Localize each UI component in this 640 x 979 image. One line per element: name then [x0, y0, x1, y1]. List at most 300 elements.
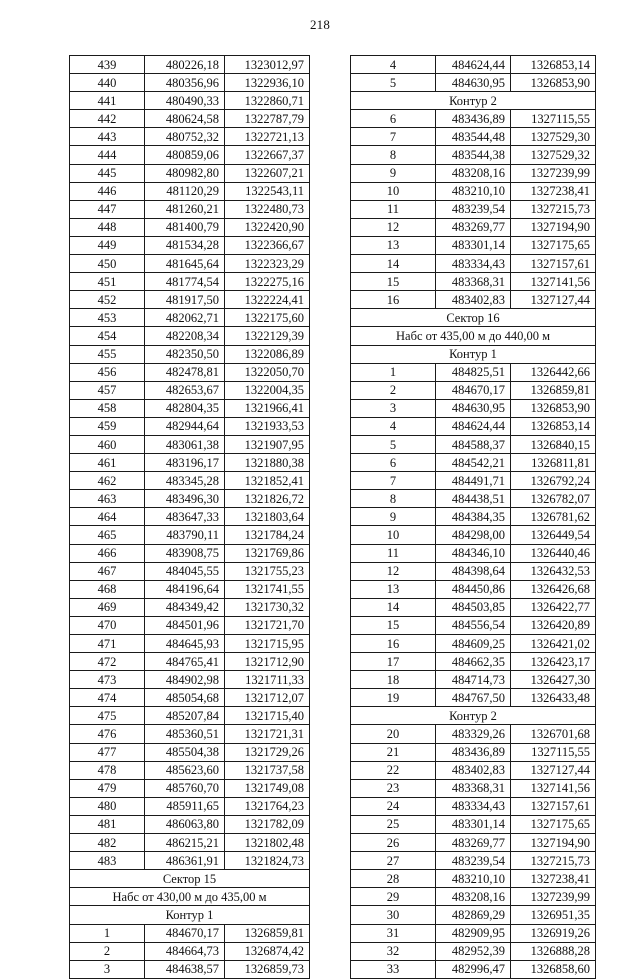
- y-coordinate-cell: 1326427,30: [511, 671, 596, 689]
- x-coordinate-cell: 485360,51: [145, 725, 225, 743]
- y-coordinate-cell: 1321741,55: [225, 580, 310, 598]
- x-coordinate-cell: 484450,86: [436, 580, 511, 598]
- y-coordinate-cell: 1326426,68: [511, 580, 596, 598]
- x-coordinate-cell: 484670,17: [436, 381, 511, 399]
- point-number-cell: 482: [70, 834, 145, 852]
- x-coordinate-cell: 485504,38: [145, 743, 225, 761]
- point-number-cell: 471: [70, 635, 145, 653]
- table-row: [351, 490, 596, 508]
- table-row: [70, 273, 310, 291]
- point-number-cell: 10: [351, 182, 436, 200]
- point-number-cell: 467: [70, 562, 145, 580]
- section-header: Контур 1: [70, 906, 310, 924]
- table-row: [70, 834, 310, 852]
- section-header-row: [351, 327, 596, 345]
- x-coordinate-cell: 482350,50: [145, 345, 225, 363]
- y-coordinate-cell: 1322667,37: [225, 146, 310, 164]
- point-number-cell: 462: [70, 472, 145, 490]
- y-coordinate-cell: 1322275,16: [225, 273, 310, 291]
- y-coordinate-cell: 1321852,41: [225, 472, 310, 490]
- table-row: [70, 200, 310, 218]
- y-coordinate-cell: 1321729,26: [225, 743, 310, 761]
- table-row: [70, 725, 310, 743]
- x-coordinate-cell: 480859,06: [145, 146, 225, 164]
- point-number-cell: 466: [70, 544, 145, 562]
- point-number-cell: 2: [70, 942, 145, 960]
- y-coordinate-cell: 1327127,44: [511, 291, 596, 309]
- table-row: [351, 363, 596, 381]
- table-row: [70, 508, 310, 526]
- y-coordinate-cell: 1321721,70: [225, 616, 310, 634]
- point-number-cell: 7: [351, 128, 436, 146]
- point-number-cell: 449: [70, 236, 145, 254]
- y-coordinate-cell: 1326449,54: [511, 526, 596, 544]
- x-coordinate-cell: 484503,85: [436, 598, 511, 616]
- table-row: [70, 815, 310, 833]
- point-number-cell: 9: [351, 508, 436, 526]
- x-coordinate-cell: 482208,34: [145, 327, 225, 345]
- y-coordinate-cell: 1321715,95: [225, 635, 310, 653]
- table-row: [351, 635, 596, 653]
- x-coordinate-cell: 482996,47: [436, 960, 511, 978]
- y-coordinate-cell: 1327529,32: [511, 146, 596, 164]
- point-number-cell: 480: [70, 797, 145, 815]
- point-number-cell: 32: [351, 942, 436, 960]
- point-number-cell: 23: [351, 779, 436, 797]
- point-number-cell: 13: [351, 236, 436, 254]
- point-number-cell: 7: [351, 472, 436, 490]
- x-coordinate-cell: 483647,33: [145, 508, 225, 526]
- y-coordinate-cell: 1326442,66: [511, 363, 596, 381]
- point-number-cell: 473: [70, 671, 145, 689]
- point-number-cell: 478: [70, 761, 145, 779]
- table-row: [70, 852, 310, 870]
- y-coordinate-cell: 1326858,60: [511, 960, 596, 978]
- point-number-cell: 4: [351, 417, 436, 435]
- table-row: [351, 671, 596, 689]
- x-coordinate-cell: 484664,73: [145, 942, 225, 960]
- y-coordinate-cell: 1321730,32: [225, 598, 310, 616]
- y-coordinate-cell: 1322366,67: [225, 236, 310, 254]
- y-coordinate-cell: 1327215,73: [511, 200, 596, 218]
- point-number-cell: 459: [70, 417, 145, 435]
- point-number-cell: 451: [70, 273, 145, 291]
- y-coordinate-cell: 1326432,53: [511, 562, 596, 580]
- table-row: [351, 56, 596, 74]
- table-row: [351, 598, 596, 616]
- x-coordinate-cell: 484346,10: [436, 544, 511, 562]
- point-number-cell: 10: [351, 526, 436, 544]
- point-number-cell: 463: [70, 490, 145, 508]
- x-coordinate-cell: 480226,18: [145, 56, 225, 74]
- table-row: [351, 815, 596, 833]
- y-coordinate-cell: 1327238,41: [511, 870, 596, 888]
- point-number-cell: 3: [351, 399, 436, 417]
- table-row: [351, 273, 596, 291]
- section-header: Набс от 430,00 м до 435,00 м: [70, 888, 310, 906]
- point-number-cell: 476: [70, 725, 145, 743]
- table-row: [70, 399, 310, 417]
- point-number-cell: 18: [351, 671, 436, 689]
- y-coordinate-cell: 1327157,61: [511, 255, 596, 273]
- table-row: [351, 924, 596, 942]
- x-coordinate-cell: 484398,64: [436, 562, 511, 580]
- table-row: [70, 616, 310, 634]
- point-number-cell: 12: [351, 218, 436, 236]
- table-row: [351, 743, 596, 761]
- table-row: [70, 128, 310, 146]
- x-coordinate-cell: 483496,30: [145, 490, 225, 508]
- point-number-cell: 1: [351, 363, 436, 381]
- point-number-cell: 461: [70, 454, 145, 472]
- x-coordinate-cell: 484624,44: [436, 56, 511, 74]
- y-coordinate-cell: 1322323,29: [225, 255, 310, 273]
- x-coordinate-cell: 484630,95: [436, 399, 511, 417]
- point-number-cell: 447: [70, 200, 145, 218]
- y-coordinate-cell: 1326840,15: [511, 435, 596, 453]
- x-coordinate-cell: 480982,80: [145, 164, 225, 182]
- point-number-cell: 26: [351, 834, 436, 852]
- y-coordinate-cell: 1326888,28: [511, 942, 596, 960]
- table-row: [70, 598, 310, 616]
- coordinates-table-left: [69, 55, 310, 979]
- section-header-row: [70, 888, 310, 906]
- point-number-cell: 475: [70, 707, 145, 725]
- table-row: [70, 417, 310, 435]
- y-coordinate-cell: 1327238,41: [511, 182, 596, 200]
- x-coordinate-cell: 484491,71: [436, 472, 511, 490]
- point-number-cell: 16: [351, 635, 436, 653]
- table-row: [351, 870, 596, 888]
- y-coordinate-cell: 1321907,95: [225, 435, 310, 453]
- point-number-cell: 15: [351, 616, 436, 634]
- point-number-cell: 457: [70, 381, 145, 399]
- y-coordinate-cell: 1327141,56: [511, 273, 596, 291]
- x-coordinate-cell: 483334,43: [436, 255, 511, 273]
- table-row: [70, 472, 310, 490]
- table-row: [70, 942, 310, 960]
- x-coordinate-cell: 484825,51: [436, 363, 511, 381]
- x-coordinate-cell: 483208,16: [436, 164, 511, 182]
- table-row: [351, 779, 596, 797]
- table-row: [351, 689, 596, 707]
- point-number-cell: 11: [351, 200, 436, 218]
- y-coordinate-cell: 1327157,61: [511, 797, 596, 815]
- y-coordinate-cell: 1326874,42: [225, 942, 310, 960]
- y-coordinate-cell: 1322004,35: [225, 381, 310, 399]
- x-coordinate-cell: 483790,11: [145, 526, 225, 544]
- y-coordinate-cell: 1327175,65: [511, 236, 596, 254]
- x-coordinate-cell: 484662,35: [436, 653, 511, 671]
- x-coordinate-cell: 484670,17: [145, 924, 225, 942]
- table-row: [351, 906, 596, 924]
- y-coordinate-cell: 1321711,33: [225, 671, 310, 689]
- table-row: [70, 309, 310, 327]
- table-row: [70, 291, 310, 309]
- x-coordinate-cell: 481534,28: [145, 236, 225, 254]
- point-number-cell: 29: [351, 888, 436, 906]
- x-coordinate-cell: 483436,89: [436, 110, 511, 128]
- x-coordinate-cell: 482653,67: [145, 381, 225, 399]
- point-number-cell: 477: [70, 743, 145, 761]
- point-number-cell: 1: [70, 924, 145, 942]
- x-coordinate-cell: 482909,95: [436, 924, 511, 942]
- table-row: [351, 544, 596, 562]
- point-number-cell: 443: [70, 128, 145, 146]
- coordinates-table-right: [350, 55, 596, 979]
- y-coordinate-cell: 1326433,48: [511, 689, 596, 707]
- point-number-cell: 5: [351, 435, 436, 453]
- point-number-cell: 448: [70, 218, 145, 236]
- x-coordinate-cell: 484298,00: [436, 526, 511, 544]
- point-number-cell: 479: [70, 779, 145, 797]
- x-coordinate-cell: 484624,44: [436, 417, 511, 435]
- point-number-cell: 446: [70, 182, 145, 200]
- point-number-cell: 13: [351, 580, 436, 598]
- y-coordinate-cell: 1326859,81: [225, 924, 310, 942]
- x-coordinate-cell: 481917,50: [145, 291, 225, 309]
- x-coordinate-cell: 483544,38: [436, 146, 511, 164]
- y-coordinate-cell: 1321769,86: [225, 544, 310, 562]
- y-coordinate-cell: 1322050,70: [225, 363, 310, 381]
- point-number-cell: 30: [351, 906, 436, 924]
- point-number-cell: 6: [351, 110, 436, 128]
- x-coordinate-cell: 483908,75: [145, 544, 225, 562]
- x-coordinate-cell: 482062,71: [145, 309, 225, 327]
- point-number-cell: 460: [70, 435, 145, 453]
- point-number-cell: 454: [70, 327, 145, 345]
- x-coordinate-cell: 483402,83: [436, 761, 511, 779]
- table-row: [351, 852, 596, 870]
- x-coordinate-cell: 483368,31: [436, 779, 511, 797]
- y-coordinate-cell: 1322480,73: [225, 200, 310, 218]
- y-coordinate-cell: 1326792,24: [511, 472, 596, 490]
- table-row: [351, 797, 596, 815]
- table-row: [351, 834, 596, 852]
- x-coordinate-cell: 483402,83: [436, 291, 511, 309]
- x-coordinate-cell: 483239,54: [436, 852, 511, 870]
- table-row: [70, 707, 310, 725]
- point-number-cell: 458: [70, 399, 145, 417]
- table-row: [70, 544, 310, 562]
- point-number-cell: 2: [351, 381, 436, 399]
- y-coordinate-cell: 1321749,08: [225, 779, 310, 797]
- x-coordinate-cell: 483436,89: [436, 743, 511, 761]
- point-number-cell: 14: [351, 598, 436, 616]
- section-header-row: [351, 345, 596, 363]
- point-number-cell: 21: [351, 743, 436, 761]
- table-row: [70, 960, 310, 978]
- table-row: [351, 200, 596, 218]
- table-row: [70, 92, 310, 110]
- y-coordinate-cell: 1321721,31: [225, 725, 310, 743]
- y-coordinate-cell: 1326853,14: [511, 56, 596, 74]
- point-number-cell: 3: [70, 960, 145, 978]
- x-coordinate-cell: 481774,54: [145, 273, 225, 291]
- section-header: Набс от 435,00 м до 440,00 м: [351, 327, 596, 345]
- y-coordinate-cell: 1327194,90: [511, 218, 596, 236]
- x-coordinate-cell: 482952,39: [436, 942, 511, 960]
- table-row: [70, 327, 310, 345]
- table-row: [351, 399, 596, 417]
- x-coordinate-cell: 484645,93: [145, 635, 225, 653]
- y-coordinate-cell: 1327127,44: [511, 761, 596, 779]
- point-number-cell: 8: [351, 490, 436, 508]
- y-coordinate-cell: 1326859,81: [511, 381, 596, 399]
- y-coordinate-cell: 1327529,30: [511, 128, 596, 146]
- y-coordinate-cell: 1326951,35: [511, 906, 596, 924]
- table-row: [351, 417, 596, 435]
- y-coordinate-cell: 1322420,90: [225, 218, 310, 236]
- table-row: [351, 942, 596, 960]
- y-coordinate-cell: 1321966,41: [225, 399, 310, 417]
- point-number-cell: 14: [351, 255, 436, 273]
- y-coordinate-cell: 1327115,55: [511, 110, 596, 128]
- table-row: [70, 182, 310, 200]
- y-coordinate-cell: 1321715,40: [225, 707, 310, 725]
- y-coordinate-cell: 1321933,53: [225, 417, 310, 435]
- x-coordinate-cell: 485911,65: [145, 797, 225, 815]
- y-coordinate-cell: 1321782,09: [225, 815, 310, 833]
- y-coordinate-cell: 1322860,71: [225, 92, 310, 110]
- point-number-cell: 12: [351, 562, 436, 580]
- y-coordinate-cell: 1326701,68: [511, 725, 596, 743]
- point-number-cell: 465: [70, 526, 145, 544]
- point-number-cell: 22: [351, 761, 436, 779]
- y-coordinate-cell: 1327239,99: [511, 888, 596, 906]
- point-number-cell: 25: [351, 815, 436, 833]
- x-coordinate-cell: 483269,77: [436, 834, 511, 852]
- x-coordinate-cell: 484630,95: [436, 74, 511, 92]
- table-row: [351, 164, 596, 182]
- y-coordinate-cell: 1322543,11: [225, 182, 310, 200]
- table-row: [351, 653, 596, 671]
- point-number-cell: 444: [70, 146, 145, 164]
- y-coordinate-cell: 1326811,81: [511, 454, 596, 472]
- table-row: [70, 164, 310, 182]
- y-coordinate-cell: 1326422,77: [511, 598, 596, 616]
- table-row: [351, 381, 596, 399]
- table-row: [70, 345, 310, 363]
- point-number-cell: 464: [70, 508, 145, 526]
- x-coordinate-cell: 481400,79: [145, 218, 225, 236]
- x-coordinate-cell: 480356,96: [145, 74, 225, 92]
- y-coordinate-cell: 1326781,62: [511, 508, 596, 526]
- y-coordinate-cell: 1321737,58: [225, 761, 310, 779]
- x-coordinate-cell: 486063,80: [145, 815, 225, 833]
- table-row: [351, 236, 596, 254]
- point-number-cell: 28: [351, 870, 436, 888]
- point-number-cell: 27: [351, 852, 436, 870]
- table-row: [70, 236, 310, 254]
- table-row: [351, 291, 596, 309]
- y-coordinate-cell: 1327115,55: [511, 743, 596, 761]
- table-row: [351, 74, 596, 92]
- x-coordinate-cell: 483368,31: [436, 273, 511, 291]
- y-coordinate-cell: 1321880,38: [225, 454, 310, 472]
- point-number-cell: 15: [351, 273, 436, 291]
- x-coordinate-cell: 483345,28: [145, 472, 225, 490]
- x-coordinate-cell: 483210,10: [436, 182, 511, 200]
- section-header: Контур 2: [351, 707, 596, 725]
- table-row: [351, 218, 596, 236]
- table-row: [351, 146, 596, 164]
- x-coordinate-cell: 481260,21: [145, 200, 225, 218]
- table-row: [351, 508, 596, 526]
- section-header: Контур 2: [351, 92, 596, 110]
- y-coordinate-cell: 1326782,07: [511, 490, 596, 508]
- point-number-cell: 470: [70, 616, 145, 634]
- table-row: [351, 472, 596, 490]
- table-row: [351, 888, 596, 906]
- table-row: [70, 526, 310, 544]
- point-number-cell: 440: [70, 74, 145, 92]
- point-number-cell: 4: [351, 56, 436, 74]
- x-coordinate-cell: 480752,32: [145, 128, 225, 146]
- section-header-row: [351, 92, 596, 110]
- point-number-cell: 450: [70, 255, 145, 273]
- x-coordinate-cell: 485054,68: [145, 689, 225, 707]
- x-coordinate-cell: 484349,42: [145, 598, 225, 616]
- x-coordinate-cell: 483239,54: [436, 200, 511, 218]
- y-coordinate-cell: 1321764,23: [225, 797, 310, 815]
- x-coordinate-cell: 483196,17: [145, 454, 225, 472]
- point-number-cell: 468: [70, 580, 145, 598]
- table-row: [351, 761, 596, 779]
- x-coordinate-cell: 482869,29: [436, 906, 511, 924]
- y-coordinate-cell: 1327239,99: [511, 164, 596, 182]
- section-header-row: [351, 707, 596, 725]
- x-coordinate-cell: 485760,70: [145, 779, 225, 797]
- x-coordinate-cell: 483334,43: [436, 797, 511, 815]
- x-coordinate-cell: 484542,21: [436, 454, 511, 472]
- point-number-cell: 474: [70, 689, 145, 707]
- y-coordinate-cell: 1327175,65: [511, 815, 596, 833]
- section-header-row: [70, 870, 310, 888]
- table-row: [70, 797, 310, 815]
- table-row: [70, 490, 310, 508]
- x-coordinate-cell: 483061,38: [145, 435, 225, 453]
- table-row: [351, 725, 596, 743]
- x-coordinate-cell: 480624,58: [145, 110, 225, 128]
- x-coordinate-cell: 483210,10: [436, 870, 511, 888]
- point-number-cell: 481: [70, 815, 145, 833]
- table-row: [70, 635, 310, 653]
- x-coordinate-cell: 485207,84: [145, 707, 225, 725]
- x-coordinate-cell: 483301,14: [436, 815, 511, 833]
- table-row: [70, 454, 310, 472]
- table-row: [70, 562, 310, 580]
- table-row: [70, 580, 310, 598]
- table-row: [70, 110, 310, 128]
- x-coordinate-cell: 484902,98: [145, 671, 225, 689]
- section-header: Сектор 15: [70, 870, 310, 888]
- table-row: [351, 110, 596, 128]
- point-number-cell: 445: [70, 164, 145, 182]
- y-coordinate-cell: 1321712,90: [225, 653, 310, 671]
- table-row: [351, 526, 596, 544]
- y-coordinate-cell: 1326919,26: [511, 924, 596, 942]
- y-coordinate-cell: 1326853,90: [511, 74, 596, 92]
- x-coordinate-cell: 484588,37: [436, 435, 511, 453]
- x-coordinate-cell: 480490,33: [145, 92, 225, 110]
- table-row: [351, 182, 596, 200]
- point-number-cell: 11: [351, 544, 436, 562]
- section-header: Контур 1: [351, 345, 596, 363]
- x-coordinate-cell: 486361,91: [145, 852, 225, 870]
- point-number-cell: 472: [70, 653, 145, 671]
- section-header-row: [70, 906, 310, 924]
